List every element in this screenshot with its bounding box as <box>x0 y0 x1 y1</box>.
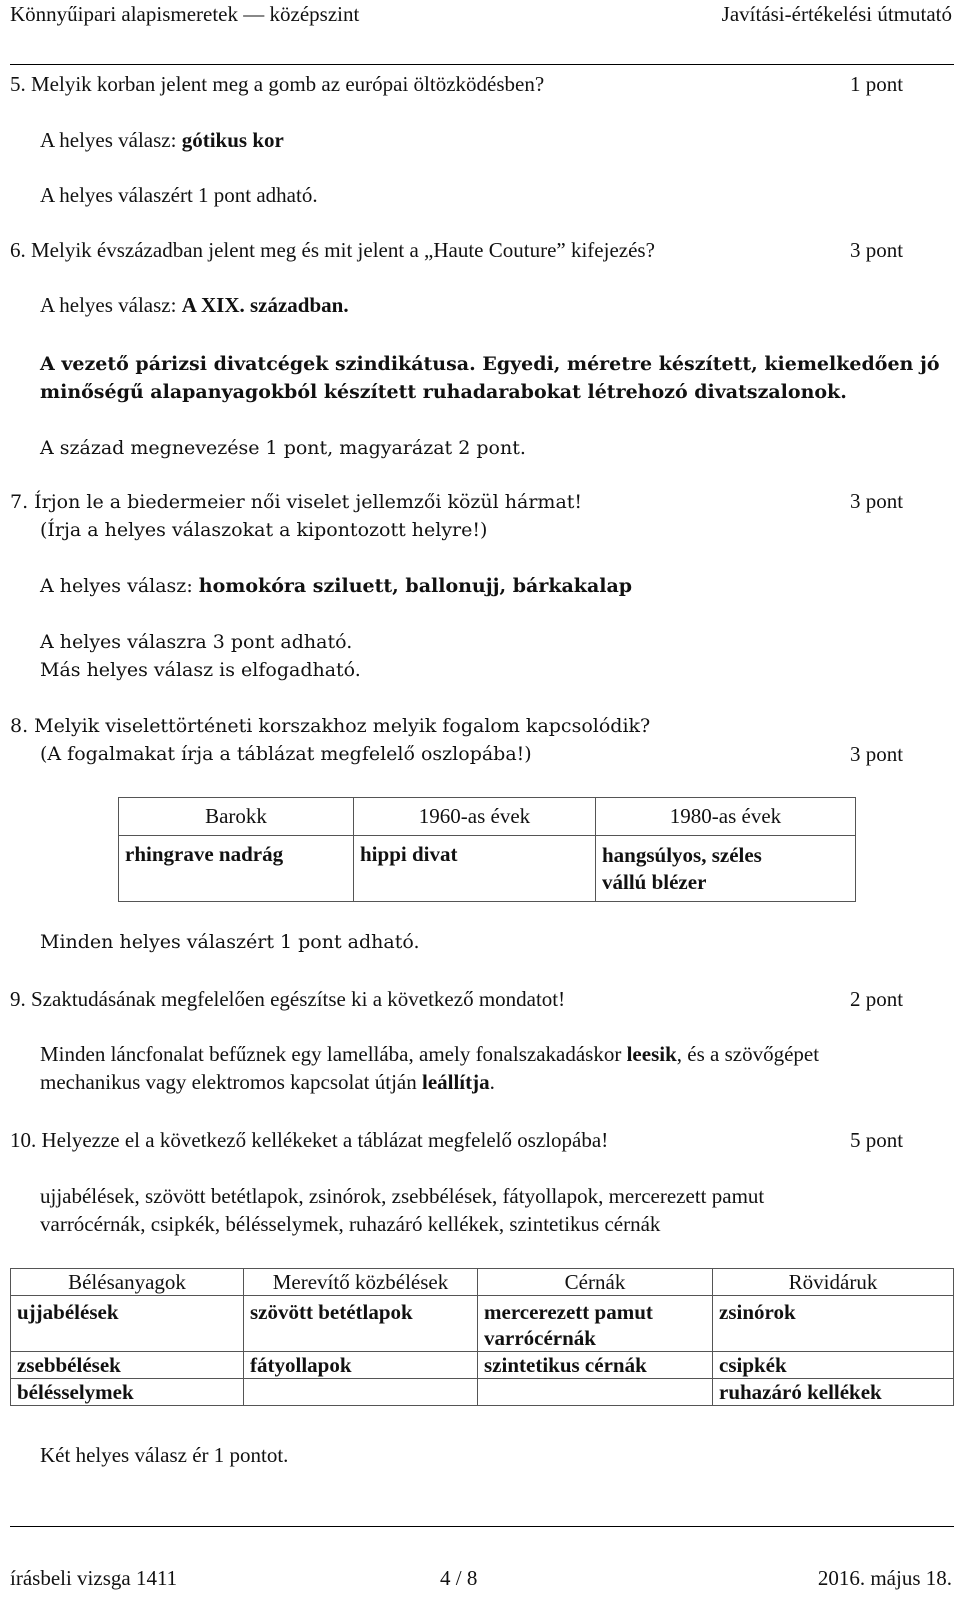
text: . <box>489 1070 495 1094</box>
q8-instruction: (A fogalmakat írja a táblázat megfelelő oszlopába!) <box>40 743 532 765</box>
answer-text: A XIX. században. <box>181 293 349 317</box>
answer-prefix: A helyes válasz: <box>40 128 182 152</box>
q9-question: 9. Szaktudásának megfelelően egészítse ki a következő mondatot! <box>10 987 566 1011</box>
header-rule <box>10 64 954 65</box>
q8-question: 8. Melyik viselettörténeti korszakhoz melyik fogalom kapcsolódik? <box>10 715 651 737</box>
table-cell: ruhazáró kellékek <box>713 1379 954 1406</box>
table-header: Merevítő közbélések <box>244 1269 478 1296</box>
table-header: 1960-as évek <box>354 798 596 836</box>
table-cell: csipkék <box>713 1352 954 1379</box>
cell-line: mercerezett pamut <box>484 1300 653 1324</box>
table-header: 1980-as évek <box>596 798 856 836</box>
table-cell <box>244 1379 478 1406</box>
table-cell: zsebbélések <box>11 1352 244 1379</box>
q10-items-line1: ujjabélések, szövött betétlapok, zsinórok, zsebbélések, fátyollapok, mercerezett pamut <box>40 1184 765 1208</box>
text: Minden láncfonalat befűznek egy lamellába, amely fonalszakadáskor <box>40 1042 627 1066</box>
q5-answer <box>40 128 284 153</box>
table-row <box>11 1379 954 1406</box>
q6-answer <box>40 293 349 318</box>
answer-prefix: A helyes válasz: <box>40 293 182 317</box>
footer-page: 4 / 8 <box>440 1566 478 1590</box>
table-header: Cérnák <box>478 1269 713 1296</box>
q8-scoring: Minden helyes válaszért 1 pont adható. <box>40 931 420 953</box>
q7-points: 3 pont <box>850 489 904 513</box>
answer-text: homokóra sziluett, ballonujj, bárkakalap <box>198 575 633 597</box>
table-row <box>11 1352 954 1379</box>
footer-right: 2016. május 18. <box>817 1566 952 1590</box>
text: , és a szövőgépet <box>676 1042 820 1066</box>
q10-table <box>10 1268 954 1406</box>
q7-note: Más helyes válasz is elfogadható. <box>40 659 361 681</box>
q6-scoring: A század megnevezése 1 pont, magyarázat 2 pont. <box>40 437 526 459</box>
q6-explanation-1: A vezető párizsi divatcégek szindikátusa. Egyedi, méretre készített, kiemelkedően jó <box>40 353 940 375</box>
table-cell: zsinórok <box>713 1296 954 1352</box>
table-cell: hippi divat <box>354 836 596 902</box>
table-cell: rhingrave nadrág <box>119 836 354 902</box>
q6-points: 3 pont <box>850 238 904 262</box>
q7-instruction: (Írja a helyes válaszokat a kipontozott helyre!) <box>40 519 488 541</box>
q7-question: 7. Írjon le a biedermeier női viselet jellemzői közül hármat! <box>10 491 583 513</box>
table-cell: szintetikus cérnák <box>478 1352 713 1379</box>
table-header: Rövidáruk <box>713 1269 954 1296</box>
header-right: Javítási-értékelési útmutató <box>721 2 952 26</box>
text: mechanikus vagy elektromos kapcsolat útján <box>40 1070 422 1094</box>
q5-points: 1 pont <box>850 72 904 96</box>
table-cell <box>478 1379 713 1406</box>
q6-question: 6. Melyik évszázadban jelent meg és mit jelent a „Haute Couture” kifejezés? <box>10 238 655 262</box>
header-left: Könnyűipari alapismeretek — középszint <box>10 2 360 26</box>
q9-text-line2 <box>40 1070 495 1095</box>
q9-points: 2 pont <box>850 987 904 1011</box>
footer-left: írásbeli vizsga 1411 <box>10 1566 178 1590</box>
answer-prefix: A helyes válasz: <box>40 575 199 597</box>
table-header: Bélésanyagok <box>11 1269 244 1296</box>
table-cell: fátyollapok <box>244 1352 478 1379</box>
q8-table <box>118 797 856 902</box>
table-cell <box>596 836 856 902</box>
q9-text-line1 <box>40 1042 819 1067</box>
q7-scoring: A helyes válaszra 3 pont adható. <box>40 631 353 653</box>
table-cell <box>478 1296 713 1352</box>
bold-answer: leállítja <box>421 1070 490 1094</box>
table-cell: bélésselymek <box>11 1379 244 1406</box>
table-row <box>11 1296 954 1352</box>
q5-question: 5. Melyik korban jelent meg a gomb az európai öltözködésben? <box>10 72 545 96</box>
q7-answer <box>40 575 632 597</box>
table-cell: ujjabélések <box>11 1296 244 1352</box>
bold-answer: leesik <box>626 1042 677 1066</box>
cell-line: varrócérnák <box>484 1326 596 1350</box>
table-cell: szövött betétlapok <box>244 1296 478 1352</box>
q8-points: 3 pont <box>850 742 904 766</box>
cell-line: hangsúlyos, széles <box>602 843 762 867</box>
table-header: Barokk <box>119 798 354 836</box>
cell-line: vállú blézer <box>602 870 707 894</box>
q5-scoring: A helyes válaszért 1 pont adható. <box>40 183 318 207</box>
q6-explanation-2: minőségű alapanyagokból készített ruhadarabokat létrehozó divatszalonok. <box>40 381 847 403</box>
answer-text: gótikus kor <box>181 128 284 152</box>
q10-scoring: Két helyes válasz ér 1 pontot. <box>40 1443 289 1467</box>
q10-points: 5 pont <box>850 1128 904 1152</box>
q10-question: 10. Helyezze el a következő kellékeket a táblázat megfelelő oszlopába! <box>10 1128 609 1152</box>
q10-items-line2: varrócérnák, csipkék, bélésselymek, ruhazáró kellékek, szintetikus cérnák <box>40 1212 661 1236</box>
footer-rule <box>10 1526 954 1527</box>
